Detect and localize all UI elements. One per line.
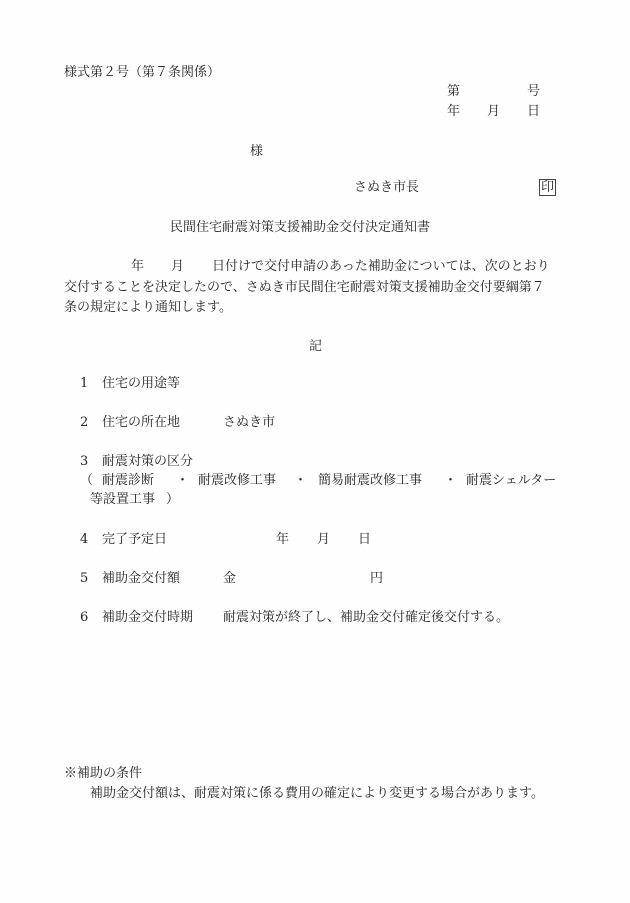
seal-mark [539, 179, 556, 196]
item-label-usage: 住宅の用途等 [102, 376, 181, 391]
category-separator: ・ [444, 473, 458, 488]
completion-day: 日 [358, 532, 372, 547]
completion-year: 年 [276, 532, 290, 547]
conditions-heading: ※補助の条件 [64, 766, 143, 781]
item-number: 3 [80, 454, 89, 469]
body-date-year: 年 [131, 259, 145, 274]
doc-number-suffix: 号 [527, 84, 541, 99]
category-option-shelter: 耐震シェルター [466, 473, 557, 488]
ki-heading: 記 [309, 339, 323, 354]
category-option-simple-retrofit: 簡易耐震改修工事 [318, 473, 423, 488]
category-separator: ・ [294, 473, 308, 488]
body-line3: 条の規定により通知します。 [64, 300, 232, 315]
date-day: 日 [527, 104, 541, 119]
body-line2: 交付することを決定したので、さぬき市民間住宅耐震対策支援補助金交付要綱第７ [64, 280, 545, 295]
item-number: 6 [80, 610, 89, 625]
item-number: 5 [80, 571, 89, 586]
item-value-location: さぬき市 [223, 415, 276, 430]
form-label: 様式第２号（第７条関係） [64, 65, 221, 80]
conditions-text: 補助金交付額は、耐震対策に係る費用の確定により変更する場合があります。 [90, 786, 544, 801]
document-title: 民間住宅耐震対策支援補助金交付決定通知書 [170, 220, 431, 235]
category-open-paren: （ [80, 473, 94, 488]
item-label-location: 住宅の所在地 [102, 415, 181, 430]
item-label-amount: 補助金交付額 [102, 571, 181, 586]
item-number: 4 [80, 532, 89, 547]
item-number: 1 [80, 376, 89, 391]
amount-prefix: 金 [223, 571, 237, 586]
item-label-completion-date: 完了予定日 [102, 532, 168, 547]
item-value-timing: 耐震対策が終了し、補助金交付確定後交付する。 [223, 610, 510, 625]
amount-unit: 円 [370, 571, 384, 586]
seal-icon: 印 [541, 180, 555, 195]
item-label-timing: 補助金交付時期 [102, 610, 194, 625]
item-label-category: 耐震対策の区分 [102, 454, 194, 469]
body-line1: 日付けで交付申請のあった補助金については、次のとおり [212, 259, 550, 274]
date-month: 月 [487, 104, 501, 119]
completion-month: 月 [317, 532, 331, 547]
doc-number-prefix: 第 [447, 84, 461, 99]
category-close-paren: ） [166, 492, 180, 507]
category-separator: ・ [176, 473, 190, 488]
category-continuation: 等設置工事 [90, 492, 156, 507]
body-date-month: 月 [171, 259, 185, 274]
addressee-suffix: 様 [250, 144, 264, 159]
date-year: 年 [447, 104, 461, 119]
category-option-diagnosis: 耐震診断 [102, 473, 155, 488]
issuer-name: さぬき市長 [354, 180, 420, 195]
item-number: 2 [80, 415, 89, 430]
category-option-retrofit: 耐震改修工事 [198, 473, 277, 488]
